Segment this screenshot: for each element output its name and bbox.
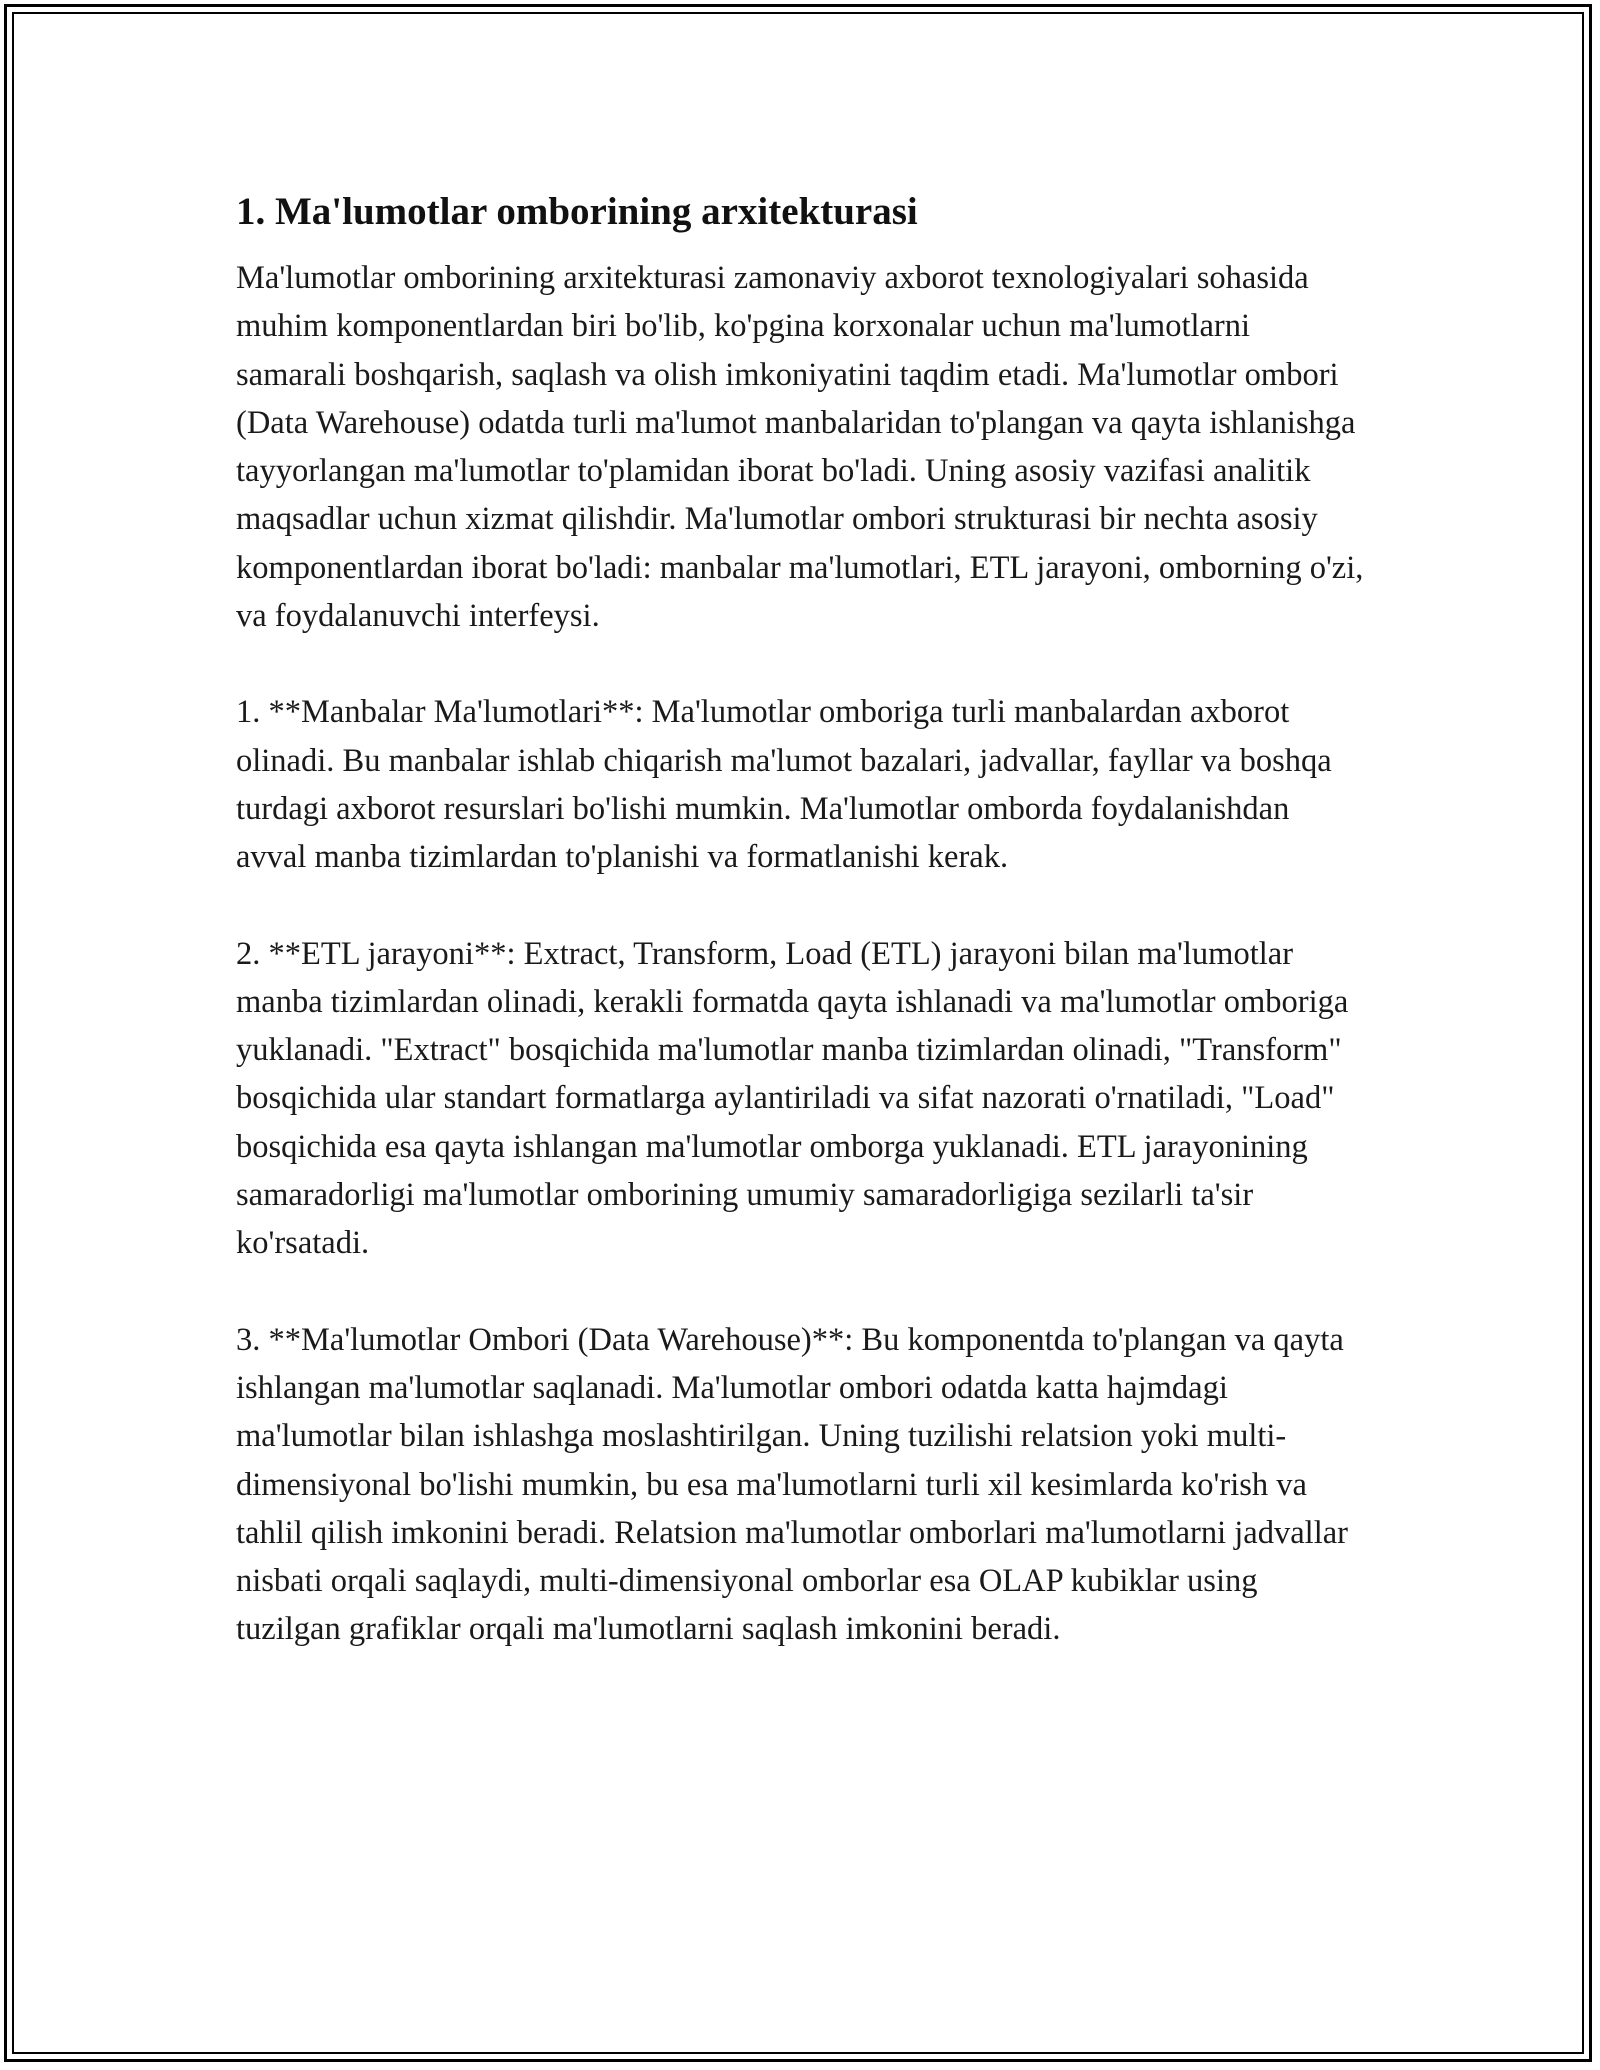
paragraph-source-data: 1. **Manbalar Ma'lumotlari**: Ma'lumotlar omboriga turli manbalardan axborot olinadi. Bu manbalar ishlab chiqarish ma'lumot bazalari, jadvallar, fayllar va boshqa turdagi axborot resurslari bo'lishi mumkin. Ma'lumotlar omborda foydalanishdan avval manba tizimlardan to'planishi va formatlanishi kerak. <box>236 694 1332 876</box>
paragraph-data-warehouse: 3. **Ma'lumotlar Ombori (Data Warehouse)**: Bu komponentda to'plangan va qayta ishlangan ma'lumotlar saqlanadi. Ma'lumotlar ombori odatda katta hajmdagi ma'lumotlar bilan ishlashga moslashtirilgan. Uning tuzilishi relatsion yoki multi-dimensiyonal bo'lishi mumkin, bu esa ma'lumotlarni turli xil kesimlarda ko'rish va tahlil qilish imkonini beradi. Relatsion ma'lumotlar omborlari ma'lumotlarni jadvallar nisbati orqali saqlaydi, multi-dimensiyonal omborlar esa OLAP kubiklar using tuzilgan grafiklar orqali ma'lumotlarni saqlash imkonini beradi. <box>236 1321 1348 1648</box>
paragraph-etl-process: 2. **ETL jarayoni**: Extract, Transform, Load (ETL) jarayoni bilan ma'lumotlar manba tizimlardan olinadi, kerakli formatda qayta ishlanadi va ma'lumotlar omboriga yuklanadi. "Extract" bosqichida ma'lumotlar manba tizimlardan olinadi, "Transform" bosqichida ular standart formatlarga aylantiriladi va sifat nazorati o'rnatiladi, "Load" bosqichida esa qayta ishlangan ma'lumotlar omborga yuklanadi. ETL jarayonining samaradorligi ma'lumotlar omborining umumiy samaradorligiga sezilarli ta'sir ko'rsatadi. <box>236 935 1349 1262</box>
document-content <box>236 186 1366 1702</box>
intro-paragraph: Ma'lumotlar omborining arxitekturasi zamonaviy axborot texnologiyalari sohasida muhim komponentlardan biri bo'lib, ko'pgina korxonalar uchun ma'lumotlarni samarali boshqarish, saqlash va olish imkoniyatini taqdim etadi. Ma'lumotlar ombori (Data Warehouse) odatda turli ma'lumot manbalaridan to'plangan va qayta ishlanishga tayyorlangan ma'lumotlar to'plamidan iborat bo'ladi. Uning asosiy vazifasi analitik maqsadlar uchun xizmat qilishdir. Ma'lumotlar ombori strukturasi bir nechta asosiy komponentlardan iborat bo'ladi: manbalar ma'lumotlari, ETL jarayoni, omborning o'zi, va foydalanuvchi interfeysi. <box>236 260 1364 635</box>
section-heading: 1. Ma'lumotlar omborining arxitekturasi <box>236 190 918 233</box>
